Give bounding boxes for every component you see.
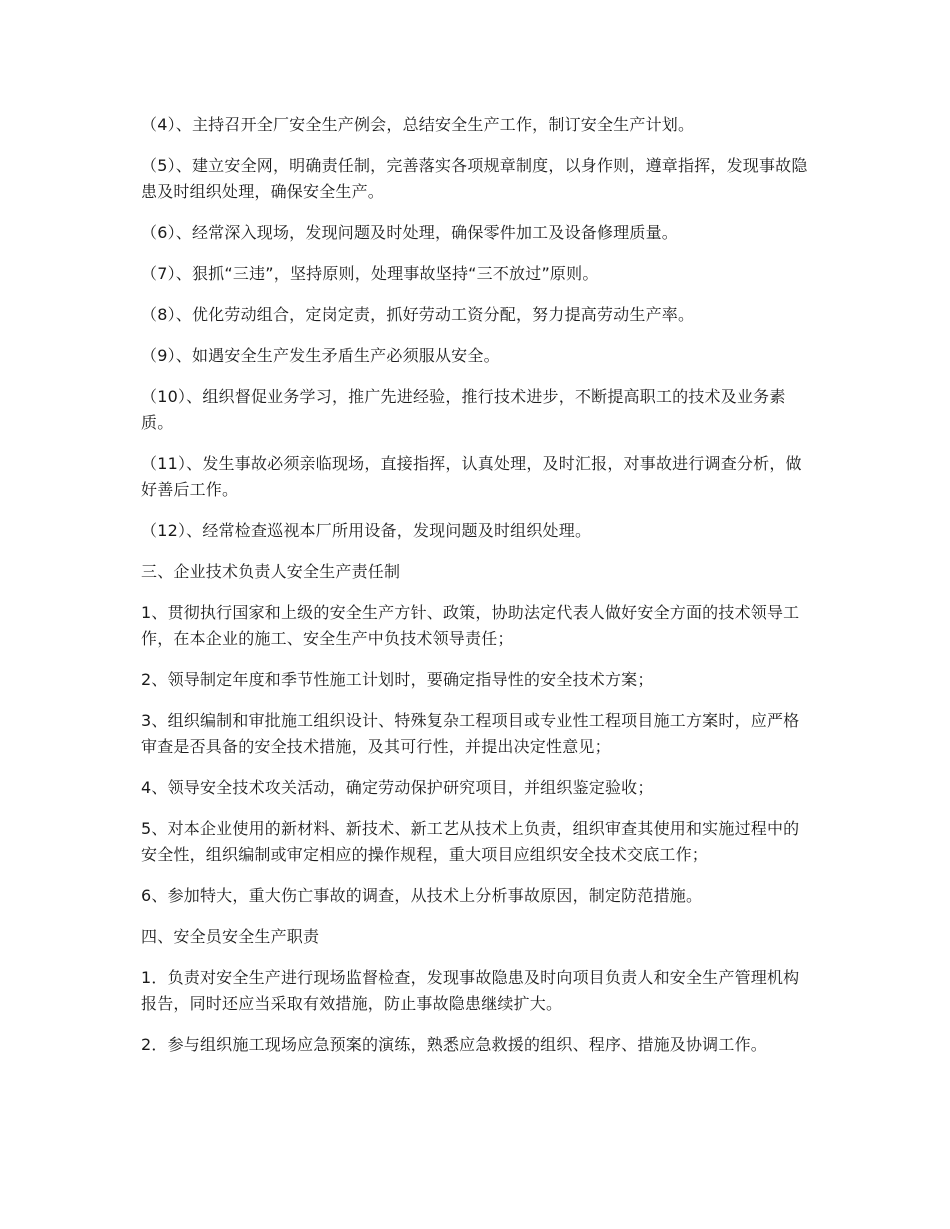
- paragraph: 2、领导制定年度和季节性施工计划时，要确定指导性的安全技术方案；: [141, 670, 654, 689]
- paragraph: （10）、组织督促业务学习，推广先进经验，推行技术进步，不断提高职工的技术及业务素质。: [141, 387, 786, 432]
- section-heading: 四、安全员安全生产职责: [141, 927, 320, 946]
- paragraph: 1．负责对安全生产进行现场监督检查，发现事故隐患及时向项目负责人和安全生产管理机构报告，同时还应当采取有效措施，防止事故隐患继续扩大。: [141, 968, 800, 1013]
- paragraph: 6、参加特大，重大伤亡事故的调查，从技术上分析事故原因，制定防范措施。: [141, 886, 703, 905]
- paragraph: （4）、主持召开全厂安全生产例会，总结安全生产工作，制订安全生产计划。: [141, 115, 695, 134]
- paragraph: 2．参与组织施工现场应急预案的演练，熟悉应急救援的组织、程序、措施及协调工作。: [141, 1035, 767, 1054]
- paragraph: （6）、经常深入现场，发现问题及时处理，确保零件加工及设备修理质量。: [141, 223, 678, 242]
- section-heading: 三、企业技术负责人安全生产责任制: [141, 562, 401, 581]
- paragraph: 3、组织编制和审批施工组织设计、特殊复杂工程项目或专业性工程项目施工方案时，应严格审查是否具备的安全技术措施，及其可行性，并提出决定性意见；: [141, 711, 800, 756]
- paragraph: （11）、发生事故必须亲临现场，直接指挥，认真处理，及时汇报，对事故进行调查分析，做好善后工作。: [141, 454, 802, 499]
- paragraph: （12）、经常检查巡视本厂所用设备，发现问题及时组织处理。: [141, 521, 592, 540]
- paragraph: 1、贯彻执行国家和上级的安全生产方针、政策，协助法定代表人做好安全方面的技术领导工作，在本企业的施工、安全生产中负技术领导责任；: [141, 603, 800, 648]
- paragraph: （8）、优化劳动组合，定岗定责，抓好劳动工资分配，努力提高劳动生产率。: [141, 305, 695, 324]
- paragraph: 4、领导安全技术攻关活动，确定劳动保护研究项目，并组织鉴定验收；: [141, 778, 654, 797]
- paragraph: （5）、建立安全网，明确责任制，完善落实各项规章制度，以身作则，遵章指挥，发现事故隐患及时组织处理，确保安全生产。: [141, 156, 808, 201]
- paragraph: （7）、狠抓“三违”，坚持原则，处理事故坚持“三不放过”原则。: [141, 264, 599, 283]
- document-body: [141, 112, 811, 1073]
- paragraph: （9）、如遇安全生产发生矛盾生产必须服从安全。: [141, 346, 500, 365]
- paragraph: 5、对本企业使用的新材料、新技术、新工艺从技术上负责，组织审查其使用和实施过程中的安全性，组织编制或审定相应的操作规程，重大项目应组织安全技术交底工作；: [141, 819, 800, 864]
